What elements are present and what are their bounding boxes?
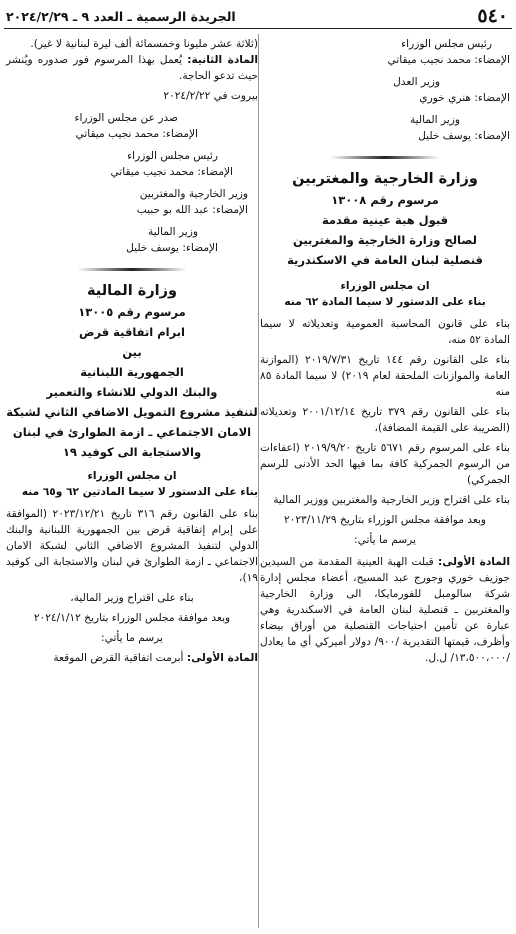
ministry-heading: وزارة الخارجية والمغتربين [292, 171, 478, 187]
signature-role: وزير المالية [147, 226, 198, 238]
article-paragraph [6, 650, 258, 666]
decree-number: مرسوم رقم ١٣٠٠٥ [78, 305, 186, 319]
continuation-text: (ثلاثة عشر مليونا وخمسمائة ألف ليرة لبنانية لا غير). [30, 38, 258, 50]
signature-name: الإمضاء: عبد الله بو حبيب [136, 204, 248, 216]
decree-title-line: بين [122, 345, 142, 359]
place-date: بيروت في ٢٠٢٤/٢/٢٢ [163, 90, 258, 102]
preamble-paragraph: وبعد موافقة مجلس الوزراء بتاريخ ٢٠٢٣/١١/٢٩ [283, 514, 487, 526]
ministry-heading: وزارة المالية [86, 283, 178, 299]
decree-number: مرسوم رقم ١٣٠٠٨ [331, 193, 439, 207]
decree-title-line: والبنك الدولي للانشاء والتعمير [46, 385, 218, 399]
article-paragraph [260, 554, 510, 666]
decree-title-line: قنصلية لبنان العامة في الاسكندرية [287, 253, 483, 267]
preamble-paragraph: بناء على القانون رقم ٣١٦ تاريخ ٢٠٢٣/١٢/٢١ (الموافقة على إبرام إتفاقية قرض بين الجمهورية اللبنانية والبنك الدولي لتنفيذ المشروع الاضافي الثاني لشبكة الامان الاجتماعي ـ ازمة الطوارئ في لبنان والاستجابة الى كوفيد ١٩)، [6, 508, 258, 584]
section-separator [6, 264, 258, 274]
decree-title-line: ابرام اتفاقية قرض [79, 325, 185, 339]
preamble-paragraph: بناء على اقتراح وزير المالية، [70, 592, 194, 604]
signature-name: الإمضاء: محمد نجيب ميقاتي [110, 166, 233, 178]
article-text: يُعمل بهذا المرسوم فور صدوره ويُنشر حيث تدعو الحاجة. [6, 54, 258, 82]
article-text: قبلت الهبة العينية المقدمة من السيدين جوزيف خوري وجورج عبد المسيح، أعضاء مجلس إدارة شركة سالومبل للفورمايكا، الى وزارة الخارجية والمغتربين ـ قنصلية لبنان العامة في الاسكندرية وهي عبارة عن تأمين احتياجات القنصلية من أوراق بيضاء وأظرف، قيمتها التقديرية /٩٠٠/ دولار أميركي أي ما يعادل /١٣،٥٠٠،٠٠٠/ ل.ل. [260, 556, 510, 664]
constitution-line: بناء على الدستور لا سيما المادتين ٦٢ و٦٥ منه [21, 486, 258, 498]
article-label: المادة الأولى: [437, 556, 510, 568]
article-paragraph [6, 52, 258, 84]
decree-title-line: الامان الاجتماعي ـ ازمة الطوارئ في لبنان [12, 425, 252, 439]
signature-name: الإمضاء: محمد نجيب ميقاتي [75, 128, 198, 140]
section-separator [260, 152, 510, 162]
preamble-paragraph: بناء على القانون رقم ١٤٤ تاريخ ٢٠١٩/٧/٣١ (الموازنة العامة والموازنات الملحقة لعام ٢٠١٩) لا سيما المادة ٨٥ منه [260, 354, 510, 398]
preamble-paragraph: بناء على المرسوم رقم ٥٦٧١ تاريخ ٢٠١٩/٩/٢٠ (اعفاءات من الرسوم الجمركية كافة بما فيها الحد الأدنى للرسم الجمركي) [260, 442, 510, 486]
decree-title-line: لتنفيذ مشروع التمويل الاضافي الثاني لشبكة [6, 405, 258, 419]
signature-role: رئيس مجلس الوزراء [401, 38, 492, 50]
right-column [260, 36, 510, 670]
decree-title-line: لصالح وزارة الخارجية والمغتربين [293, 233, 477, 247]
preamble-paragraph: بناء على القانون رقم ٣٧٩ تاريخ ٢٠٠١/١٢/١٤ وتعديلاته (الضريبة على القيمة المضافة)، [260, 406, 510, 434]
council-line: ان مجلس الوزراء [87, 470, 177, 482]
decrees-line: يرسم ما يأتي: [101, 632, 163, 644]
decree-title-line: والاستجابة الى كوفيد ١٩ [62, 445, 202, 459]
issued-by: صدر عن مجلس الوزراء [74, 112, 178, 124]
preamble-paragraph: بناء على قانون المحاسبة العمومية وتعديلاته لا سيما المادة ٥٢ منه، [260, 318, 510, 346]
signature-role: وزير الخارجية والمغتربين [139, 188, 248, 200]
council-line: ان مجلس الوزراء [340, 280, 430, 292]
article-label: المادة الأولى: [186, 652, 258, 664]
signature-role: رئيس مجلس الوزراء [127, 150, 218, 162]
decrees-line: يرسم ما يأتي: [354, 534, 416, 546]
signature-name: الإمضاء: محمد نجيب ميقاتي [387, 54, 510, 66]
signature-name: الإمضاء: يوسف خليل [418, 130, 510, 142]
preamble-paragraph: بناء على اقتراح وزير الخارجية والمغتربين ووزير المالية [273, 494, 510, 506]
signature-role: وزير العدل [393, 76, 440, 88]
page-header [4, 4, 512, 29]
constitution-line: بناء على الدستور لا سيما المادة ٦٢ منه [284, 296, 486, 308]
column-divider [258, 34, 259, 928]
preamble-paragraph: وبعد موافقة مجلس الوزراء بتاريخ ٢٠٢٤/١/١٢ [33, 612, 231, 624]
left-column [6, 36, 258, 670]
article-label: المادة الثانية: [187, 54, 258, 66]
signature-name: الإمضاء: هنري خوري [419, 92, 510, 104]
gazette-title: الجريدة الرسمية ـ العدد ٩ ـ ٢٠٢٤/٢/٢٩ [6, 8, 236, 24]
signature-name: الإمضاء: يوسف خليل [126, 242, 218, 254]
article-text: أبرمت اتفاقية القرض الموقعة [53, 652, 184, 664]
page-number: ٥٤٠ [477, 5, 508, 27]
decree-title-line: قبول هبة عينية مقدمة [321, 213, 449, 227]
decree-title-line: الجمهورية اللبنانية [80, 365, 184, 379]
signature-role: وزير المالية [409, 114, 460, 126]
